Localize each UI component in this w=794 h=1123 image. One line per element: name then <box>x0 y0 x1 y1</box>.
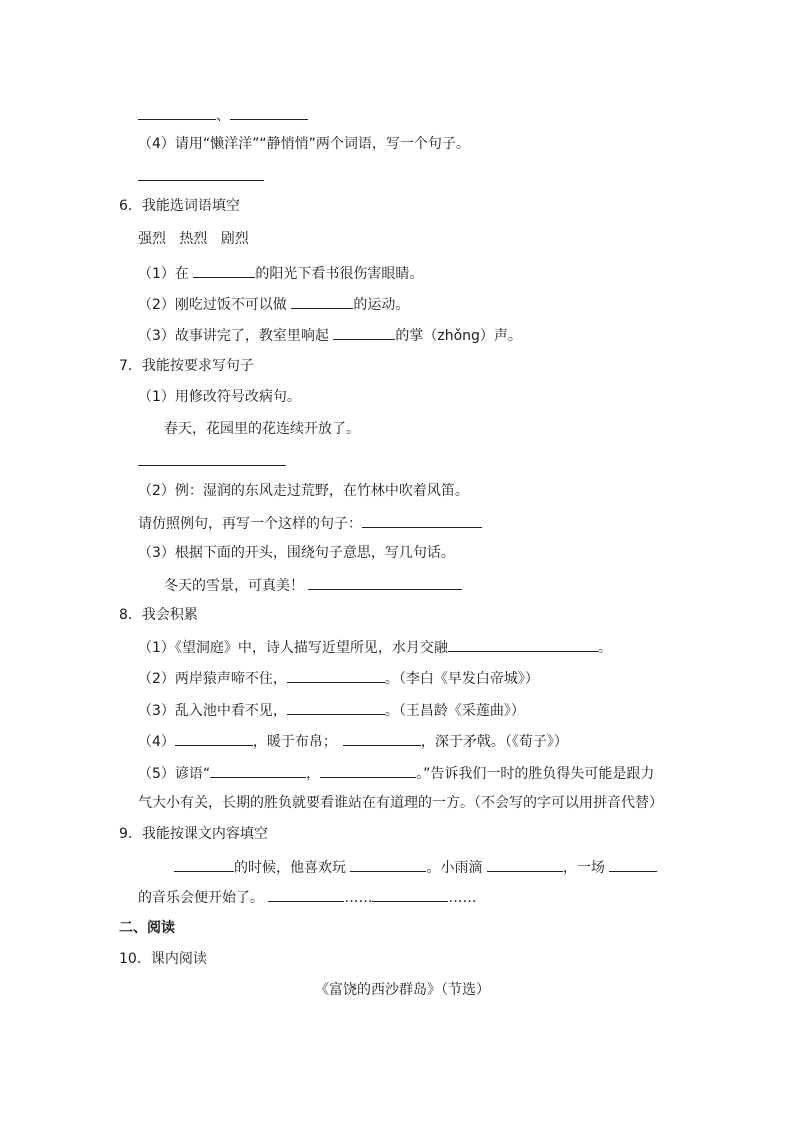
q8-heading: 8．我会积累 <box>119 607 198 623</box>
separator: 、 <box>216 108 230 124</box>
item-text: （4） <box>138 734 175 750</box>
q8-item-5 <box>138 762 654 782</box>
ellipsis: …… <box>344 890 373 906</box>
q9-line-1 <box>174 856 657 876</box>
answer-blank[interactable] <box>138 104 216 120</box>
q6-item-2 <box>138 293 409 313</box>
passage-title: 《富饶的西沙群岛》（节选） <box>315 982 490 998</box>
answer-blank[interactable] <box>448 636 598 652</box>
q9-line-2 <box>138 886 476 906</box>
item-text: （3）故事讲完了，教室里响起 <box>138 328 334 344</box>
item-text: 。”告诉我们一时的胜负得失可能是跟力 <box>416 766 655 782</box>
item-text: ，深于矛戟。（《荀子》） <box>420 734 568 750</box>
answer-blank[interactable] <box>138 450 286 466</box>
q7-item-2: （2）例：湿润的东风走过荒野，在竹林中吹着风笛。 <box>138 483 469 499</box>
q8-item-1 <box>138 636 612 656</box>
answer-blank[interactable] <box>138 165 264 181</box>
answer-blank[interactable] <box>174 856 234 872</box>
q7-item-2-prompt <box>138 512 482 532</box>
item-text: 请仿照例句，再写一个这样的句子： <box>138 516 362 532</box>
answer-blank[interactable] <box>175 730 253 746</box>
answer-blank[interactable] <box>372 886 448 902</box>
q6-heading: 6．我能选词语填空 <box>119 198 240 214</box>
item-text: 冬天的雪景，可真美！ <box>164 578 304 594</box>
q5-answer-line <box>138 104 308 124</box>
q7-item-3: （3）根据下面的开头，围绕句子意思，写几句话。 <box>138 545 455 561</box>
answer-blank[interactable] <box>230 104 308 120</box>
q7-item-1-sentence: 春天，花园里的花连续开放了。 <box>164 421 360 437</box>
answer-blank[interactable] <box>210 762 306 778</box>
answer-blank[interactable] <box>287 667 385 683</box>
item-text: 的掌（zhǒng）声。 <box>395 328 522 344</box>
answer-blank[interactable] <box>287 699 385 715</box>
item-text: ， <box>306 766 321 782</box>
item-text: 的阳光下看书很伤害眼睛。 <box>255 266 424 282</box>
answer-blank[interactable] <box>487 856 563 872</box>
item-text: 。（李白《早发白帝城》） <box>384 671 539 687</box>
item-text: ，一场 <box>562 860 610 876</box>
item-text: （1）在 <box>138 266 194 282</box>
answer-blank[interactable] <box>350 856 426 872</box>
answer-blank[interactable] <box>291 293 353 309</box>
item-text: ，暖于布帛； <box>252 734 337 750</box>
q8-item-2 <box>138 667 539 687</box>
item-text: 的时候，他喜欢玩 <box>234 860 351 876</box>
q8-item-3 <box>138 699 525 719</box>
answer-blank[interactable] <box>268 886 344 902</box>
q6-item-1 <box>138 262 423 282</box>
q8-item-4 <box>138 730 568 750</box>
q6-word-bank: 强烈 热烈 剧烈 <box>138 231 249 247</box>
answer-blank[interactable] <box>320 762 416 778</box>
answer-blank[interactable] <box>333 324 395 340</box>
q7-item-1-answer <box>138 450 286 470</box>
item-text: （5）谚语“ <box>138 766 211 782</box>
answer-blank[interactable] <box>343 730 421 746</box>
item-text: （1）《望洞庭》中，诗人描写近望所见，水月交融 <box>138 640 448 656</box>
q7-heading: 7．我能按要求写句子 <box>119 358 254 374</box>
answer-blank[interactable] <box>609 856 657 872</box>
item-text: （2）两岸猿声啼不住， <box>138 671 287 687</box>
q10-heading: 10．课内阅读 <box>119 951 207 967</box>
item-text: （2）刚吃过饭不可以做 <box>138 297 292 313</box>
answer-blank[interactable] <box>362 512 482 528</box>
ellipsis: …… <box>448 890 477 906</box>
item-text: 。（王昌龄《采莲曲》） <box>384 703 525 719</box>
q9-heading: 9．我能按课文内容填空 <box>119 826 268 842</box>
q7-item-1: （1）用修改符号改病句。 <box>138 389 301 405</box>
q8-item-5-continued: 气大小有关，长期的胜负就要看谁站在有道理的一方。（不会写的字可以用拼音代替） <box>138 795 663 811</box>
q6-item-3 <box>138 324 522 344</box>
item-text: 。小雨滴 <box>426 860 487 876</box>
answer-blank[interactable] <box>308 574 462 590</box>
q7-item-3-start <box>164 574 462 594</box>
item-text: 。 <box>597 640 612 656</box>
item-text: 的音乐会便开始了。 <box>138 890 269 906</box>
item-text: 的运动。 <box>353 297 410 313</box>
q5-item-4-answer <box>138 165 264 185</box>
section-heading-reading: 二、阅读 <box>119 920 175 936</box>
item-text: （3）乱入池中看不见， <box>138 703 287 719</box>
answer-blank[interactable] <box>193 262 255 278</box>
q5-item-4: （4）请用“懒洋洋”“静悄悄”两个词语，写一个句子。 <box>138 136 470 152</box>
